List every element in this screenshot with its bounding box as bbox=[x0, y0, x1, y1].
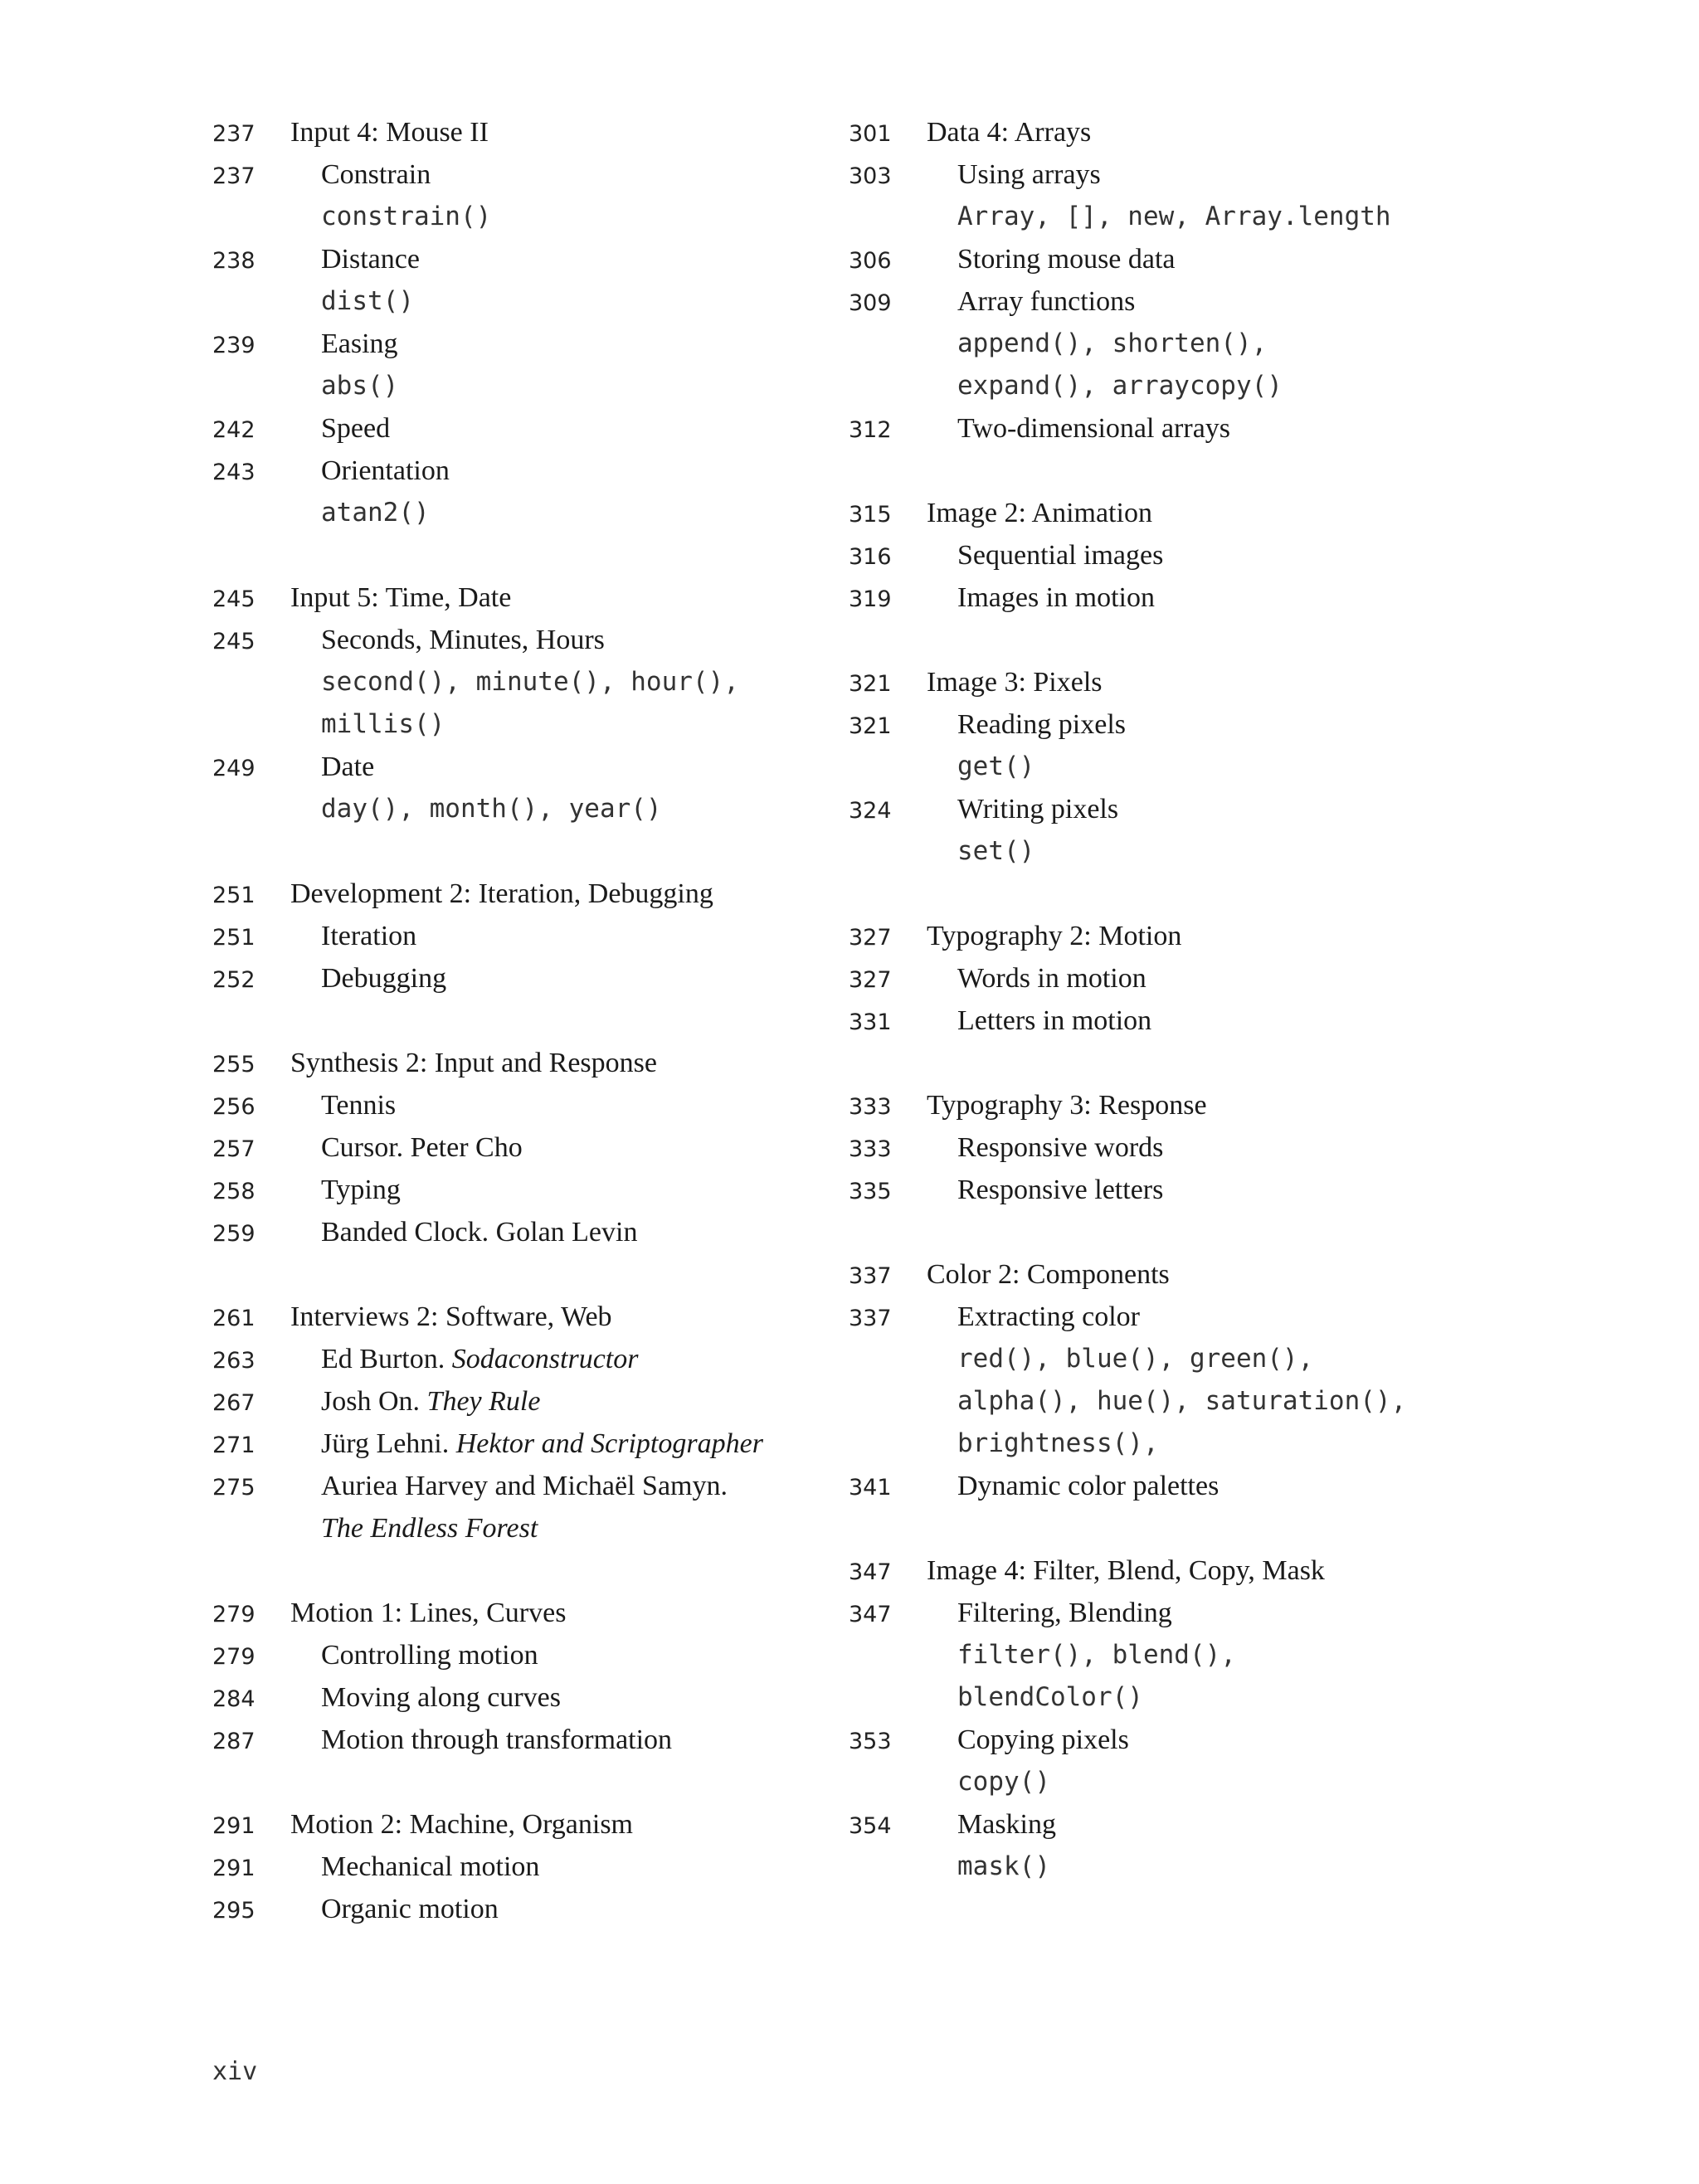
page-ref: 327 bbox=[849, 967, 892, 993]
toc-entry bbox=[849, 1301, 1463, 1344]
page-ref: 242 bbox=[212, 417, 256, 443]
toc-code-line bbox=[849, 1386, 1463, 1428]
code-text: mask() bbox=[957, 1851, 1050, 1881]
toc-entry bbox=[212, 328, 810, 371]
section-gap bbox=[212, 1005, 810, 1048]
entry-text bbox=[927, 1132, 1163, 1164]
entry-label: Easing bbox=[321, 328, 398, 359]
toc-entry bbox=[212, 1471, 810, 1513]
page-ref: 341 bbox=[849, 1475, 892, 1501]
page-ref: 245 bbox=[212, 629, 256, 654]
entry-text bbox=[927, 1809, 1056, 1841]
toc-code-line bbox=[212, 371, 810, 413]
toc-section-title bbox=[849, 117, 1463, 159]
toc-entry bbox=[212, 1851, 810, 1894]
toc-entry bbox=[212, 1386, 810, 1428]
page-ref: 315 bbox=[849, 502, 892, 528]
entry-text bbox=[290, 1386, 540, 1418]
section-title-text: Motion 1: Lines, Curves bbox=[290, 1598, 567, 1628]
page-ref: 347 bbox=[849, 1559, 892, 1585]
toc-code-line bbox=[849, 202, 1463, 244]
entry-text bbox=[927, 244, 1176, 275]
toc-entry bbox=[849, 1724, 1463, 1767]
entry-text bbox=[290, 1894, 499, 1925]
entry-italic-title: They Rule bbox=[426, 1386, 541, 1417]
toc-entry bbox=[849, 1005, 1463, 1048]
toc-code-line bbox=[849, 836, 1463, 878]
toc-entry bbox=[212, 625, 810, 667]
page-ref: 324 bbox=[849, 798, 892, 824]
toc-entry bbox=[212, 1682, 810, 1724]
toc-column-left bbox=[212, 117, 810, 1936]
entry-label: Words in motion bbox=[957, 963, 1146, 994]
toc-entry bbox=[849, 1809, 1463, 1851]
toc-code-line bbox=[849, 328, 1463, 371]
entry-text bbox=[290, 1132, 523, 1164]
section-gap bbox=[849, 1513, 1463, 1555]
page-ref: 271 bbox=[212, 1432, 256, 1458]
section-gap bbox=[849, 625, 1463, 667]
code-text: get() bbox=[957, 752, 1035, 781]
page-ref: 245 bbox=[212, 586, 256, 612]
entry-label: Dynamic color palettes bbox=[957, 1471, 1219, 1501]
toc-entry bbox=[849, 963, 1463, 1005]
section-title-text: Image 2: Animation bbox=[927, 498, 1152, 528]
page-ref: 303 bbox=[849, 163, 892, 189]
section-gap bbox=[849, 455, 1463, 498]
toc-entry bbox=[212, 1344, 810, 1386]
entry-text bbox=[290, 1724, 672, 1756]
page-ref: 251 bbox=[212, 883, 256, 908]
section-gap bbox=[212, 1767, 810, 1809]
page-ref: 287 bbox=[212, 1729, 256, 1754]
entry-label: Iteration bbox=[321, 921, 417, 951]
code-text: atan2() bbox=[321, 498, 430, 528]
page-ref: 354 bbox=[849, 1813, 892, 1839]
page-ref: 333 bbox=[849, 1136, 892, 1162]
page-ref: 237 bbox=[212, 121, 256, 147]
page-ref: 327 bbox=[849, 925, 892, 951]
section-title-text: Interviews 2: Software, Web bbox=[290, 1301, 612, 1332]
entry-italic-title: The Endless Forest bbox=[321, 1513, 538, 1544]
page-ref: 279 bbox=[212, 1644, 256, 1670]
entry-text bbox=[290, 921, 416, 952]
toc-section-title bbox=[849, 921, 1463, 963]
toc-section-title bbox=[212, 1809, 810, 1851]
section-title-text: Image 4: Filter, Blend, Copy, Mask bbox=[927, 1555, 1325, 1586]
toc-code-line bbox=[212, 286, 810, 328]
toc-section-title bbox=[849, 1555, 1463, 1598]
entry-text bbox=[927, 1005, 1151, 1037]
page-ref: 275 bbox=[212, 1475, 256, 1501]
toc-code-line bbox=[849, 1344, 1463, 1386]
code-text: alpha(), hue(), saturation(), bbox=[957, 1386, 1407, 1416]
code-text: Array, [], new, Array.length bbox=[957, 202, 1391, 231]
toc-code-line bbox=[849, 1851, 1463, 1894]
entry-label: Storing mouse data bbox=[957, 244, 1176, 275]
section-gap bbox=[212, 1259, 810, 1301]
entry-text bbox=[290, 752, 374, 783]
entry-text bbox=[290, 1217, 637, 1248]
entry-label: Controlling motion bbox=[321, 1640, 538, 1671]
entry-label: Organic motion bbox=[321, 1894, 499, 1924]
page-ref: 291 bbox=[212, 1813, 256, 1839]
toc-code-line bbox=[849, 1767, 1463, 1809]
section-title-text: Input 4: Mouse II bbox=[290, 117, 489, 148]
entry-italic-title: Hektor and Scriptographer bbox=[455, 1428, 763, 1459]
toc-section-title bbox=[849, 1259, 1463, 1301]
toc-section-title bbox=[212, 117, 810, 159]
entry-text bbox=[290, 1640, 538, 1671]
entry-label: Letters in motion bbox=[957, 1005, 1152, 1036]
entry-label: Masking bbox=[957, 1809, 1056, 1840]
section-title-text: Typography 2: Motion bbox=[927, 921, 1182, 951]
page-ref: 249 bbox=[212, 756, 256, 781]
page-ref: 258 bbox=[212, 1179, 256, 1204]
page-ref: 337 bbox=[849, 1263, 892, 1289]
toc-section-title bbox=[849, 1090, 1463, 1132]
page-ref: 291 bbox=[212, 1856, 256, 1881]
entry-label: Using arrays bbox=[957, 159, 1101, 190]
toc-entry bbox=[849, 413, 1463, 455]
page-ref: 256 bbox=[212, 1094, 256, 1120]
section-gap bbox=[212, 1555, 810, 1598]
page-ref: 255 bbox=[212, 1052, 256, 1077]
toc-entry bbox=[212, 1894, 810, 1936]
section-title-text: Development 2: Iteration, Debugging bbox=[290, 878, 713, 909]
entry-label: Speed bbox=[321, 413, 391, 444]
toc-section-title bbox=[212, 1048, 810, 1090]
entry-text bbox=[290, 159, 431, 191]
entry-text bbox=[927, 1724, 1129, 1756]
entry-text bbox=[290, 328, 398, 360]
code-text: abs() bbox=[321, 371, 399, 401]
page-ref: 257 bbox=[212, 1136, 256, 1162]
toc-entry bbox=[212, 752, 810, 794]
entry-label: Extracting color bbox=[957, 1301, 1140, 1332]
entry-text bbox=[290, 1682, 561, 1714]
section-title-text: Synthesis 2: Input and Response bbox=[290, 1048, 657, 1078]
entry-text bbox=[927, 1471, 1219, 1502]
entry-text bbox=[927, 540, 1163, 572]
toc-entry bbox=[849, 709, 1463, 752]
entry-label: Copying pixels bbox=[957, 1724, 1129, 1755]
toc-entry bbox=[212, 963, 810, 1005]
toc-entry bbox=[212, 1090, 810, 1132]
toc-code-line bbox=[849, 1682, 1463, 1724]
section-gap bbox=[212, 836, 810, 878]
entry-text bbox=[290, 413, 390, 445]
entry-label: Two-dimensional arrays bbox=[957, 413, 1231, 444]
toc-entry bbox=[849, 1132, 1463, 1175]
entry-label: Orientation bbox=[321, 455, 450, 486]
toc-section-title bbox=[212, 1301, 810, 1344]
code-text: second(), minute(), hour(), bbox=[321, 667, 739, 697]
page-ref: 331 bbox=[849, 1009, 892, 1035]
toc-code-line bbox=[212, 498, 810, 540]
entry-text bbox=[290, 244, 420, 275]
page-ref: 267 bbox=[212, 1390, 256, 1416]
entry-label: Tennis bbox=[321, 1090, 397, 1121]
entry-label: Jürg Lehni. bbox=[321, 1428, 456, 1459]
toc-section-title bbox=[212, 582, 810, 625]
section-gap bbox=[849, 1217, 1463, 1259]
toc-entry bbox=[212, 1640, 810, 1682]
code-text: constrain() bbox=[321, 202, 492, 231]
entry-text bbox=[927, 963, 1146, 995]
entry-text bbox=[290, 1175, 401, 1206]
page-ref: 321 bbox=[849, 713, 892, 739]
entry-text bbox=[927, 709, 1126, 741]
section-gap bbox=[849, 1048, 1463, 1090]
toc-code-line bbox=[212, 202, 810, 244]
entry-text bbox=[290, 963, 446, 995]
entry-label: Date bbox=[321, 752, 375, 782]
page-ref: 335 bbox=[849, 1179, 892, 1204]
entry-text bbox=[290, 625, 605, 656]
section-gap bbox=[212, 540, 810, 582]
entry-text bbox=[927, 794, 1118, 825]
toc-code-line bbox=[212, 667, 810, 709]
entry-text bbox=[290, 455, 450, 487]
entry-text bbox=[290, 1090, 396, 1121]
page-ref: 306 bbox=[849, 248, 892, 274]
entry-text bbox=[290, 1471, 728, 1502]
code-text: day(), month(), year() bbox=[321, 794, 662, 824]
entry-text bbox=[927, 159, 1101, 191]
toc-entry bbox=[212, 244, 810, 286]
toc-entry bbox=[212, 1175, 810, 1217]
toc-code-line bbox=[849, 1640, 1463, 1682]
section-title-text: Data 4: Arrays bbox=[927, 117, 1092, 148]
entry-italic-title: Sodaconstructor bbox=[451, 1344, 639, 1374]
entry-text bbox=[927, 286, 1135, 318]
code-text: append(), shorten(), bbox=[957, 328, 1268, 358]
page-ref: 337 bbox=[849, 1306, 892, 1331]
page-ref: 261 bbox=[212, 1306, 256, 1331]
toc-entry bbox=[212, 159, 810, 202]
page-ref: 321 bbox=[849, 671, 892, 697]
entry-label: Array functions bbox=[957, 286, 1136, 317]
toc-code-line bbox=[212, 709, 810, 752]
entry-text bbox=[927, 1598, 1172, 1629]
entry-text bbox=[290, 1513, 538, 1544]
code-text: blendColor() bbox=[957, 1682, 1143, 1712]
page-ref: 301 bbox=[849, 121, 892, 147]
toc-entry bbox=[212, 1217, 810, 1259]
entry-text bbox=[290, 1344, 639, 1375]
entry-label: Seconds, Minutes, Hours bbox=[321, 625, 605, 655]
entry-label: Typing bbox=[321, 1175, 401, 1205]
toc-entry bbox=[212, 921, 810, 963]
toc-entry bbox=[212, 455, 810, 498]
page-ref: 353 bbox=[849, 1729, 892, 1754]
code-text: expand(), arraycopy() bbox=[957, 371, 1283, 401]
entry-label: Distance bbox=[321, 244, 420, 275]
page-ref: 347 bbox=[849, 1602, 892, 1627]
toc-entry bbox=[212, 1724, 810, 1767]
entry-label: Cursor. Peter Cho bbox=[321, 1132, 523, 1163]
section-title-text: Input 5: Time, Date bbox=[290, 582, 512, 613]
page-ref: 279 bbox=[212, 1602, 256, 1627]
toc-entry bbox=[849, 1471, 1463, 1513]
code-text: copy() bbox=[957, 1767, 1050, 1797]
toc-entry bbox=[212, 1428, 810, 1471]
entry-label: Motion through transformation bbox=[321, 1724, 673, 1755]
entry-text bbox=[927, 582, 1155, 614]
section-title-text: Typography 3: Response bbox=[927, 1090, 1207, 1121]
toc-section-title bbox=[849, 498, 1463, 540]
entry-label: Banded Clock. Golan Levin bbox=[321, 1217, 638, 1248]
toc-column-right bbox=[849, 117, 1463, 1894]
toc-section-title bbox=[849, 667, 1463, 709]
page-ref: 309 bbox=[849, 290, 892, 316]
entry-label: Images in motion bbox=[957, 582, 1155, 613]
toc-code-line bbox=[849, 752, 1463, 794]
page-ref: 312 bbox=[849, 417, 892, 443]
toc-entry bbox=[212, 1513, 810, 1555]
entry-label: Writing pixels bbox=[957, 794, 1119, 824]
toc-entry bbox=[849, 1175, 1463, 1217]
code-text: red(), blue(), green(), bbox=[957, 1344, 1314, 1374]
entry-text bbox=[290, 1428, 763, 1460]
page-ref: 259 bbox=[212, 1221, 256, 1247]
toc-entry bbox=[849, 540, 1463, 582]
code-text: set() bbox=[957, 836, 1035, 866]
toc-entry bbox=[849, 244, 1463, 286]
page-ref: 239 bbox=[212, 333, 256, 358]
entry-text bbox=[927, 1301, 1140, 1333]
section-title-text: Image 3: Pixels bbox=[927, 667, 1103, 698]
toc-code-line bbox=[212, 794, 810, 836]
toc-entry bbox=[849, 794, 1463, 836]
toc-section-title bbox=[212, 1598, 810, 1640]
toc-entry bbox=[212, 413, 810, 455]
page-ref: 251 bbox=[212, 925, 256, 951]
entry-label: Responsive letters bbox=[957, 1175, 1164, 1205]
entry-label: Constrain bbox=[321, 159, 431, 190]
toc-entry bbox=[849, 582, 1463, 625]
code-text: filter(), blend(), bbox=[957, 1640, 1236, 1670]
entry-label: Filtering, Blending bbox=[957, 1598, 1172, 1628]
page-ref: 243 bbox=[212, 460, 256, 485]
entry-label: Auriea Harvey and Michaël Samyn. bbox=[321, 1471, 728, 1501]
toc-entry bbox=[212, 1132, 810, 1175]
entry-label: Sequential images bbox=[957, 540, 1164, 571]
page-ref: 237 bbox=[212, 163, 256, 189]
toc-section-title bbox=[212, 878, 810, 921]
toc-entry bbox=[849, 159, 1463, 202]
page-ref: 252 bbox=[212, 967, 256, 993]
entry-label: Moving along curves bbox=[321, 1682, 561, 1713]
entry-label: Reading pixels bbox=[957, 709, 1127, 740]
entry-text bbox=[927, 413, 1230, 445]
code-text: dist() bbox=[321, 286, 414, 316]
entry-label: Responsive words bbox=[957, 1132, 1164, 1163]
page-ref: 333 bbox=[849, 1094, 892, 1120]
entry-label: Josh On. bbox=[321, 1386, 427, 1417]
section-title-text: Color 2: Components bbox=[927, 1259, 1170, 1290]
page-ref: 238 bbox=[212, 248, 256, 274]
page-ref: 316 bbox=[849, 544, 892, 570]
entry-text bbox=[290, 1851, 539, 1883]
code-text: brightness(), bbox=[957, 1428, 1159, 1458]
code-text: millis() bbox=[321, 709, 445, 739]
entry-label: Ed Burton. bbox=[321, 1344, 452, 1374]
page-number: xiv bbox=[212, 2057, 258, 2086]
toc-entry bbox=[849, 286, 1463, 328]
page-ref: 263 bbox=[212, 1348, 256, 1374]
page-ref: 284 bbox=[212, 1686, 256, 1712]
entry-label: Mechanical motion bbox=[321, 1851, 540, 1882]
section-title-text: Motion 2: Machine, Organism bbox=[290, 1809, 633, 1840]
entry-label: Debugging bbox=[321, 963, 447, 994]
toc-code-line bbox=[849, 1428, 1463, 1471]
section-gap bbox=[849, 878, 1463, 921]
toc-entry bbox=[849, 1598, 1463, 1640]
entry-text bbox=[927, 1175, 1163, 1206]
page-ref: 319 bbox=[849, 586, 892, 612]
page-ref: 295 bbox=[212, 1898, 256, 1924]
toc-code-line bbox=[849, 371, 1463, 413]
